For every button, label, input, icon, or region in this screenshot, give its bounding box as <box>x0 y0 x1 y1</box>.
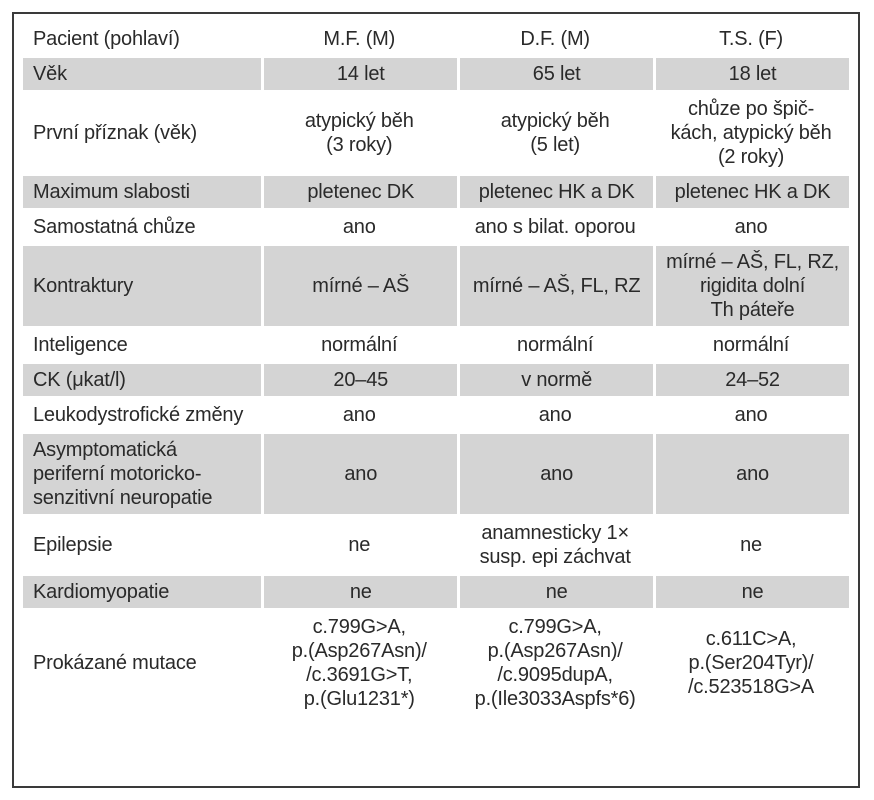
row-value: ano <box>653 434 849 514</box>
row-value: ne <box>348 534 371 556</box>
row-value: ne <box>740 534 762 556</box>
table-row <box>23 58 849 90</box>
row-value: normální <box>321 334 398 356</box>
header-patient-3: T.S. (F) <box>719 28 784 50</box>
row-value: normální <box>712 334 790 356</box>
header-patient-1: M.F. (M) <box>323 28 396 50</box>
row-value: mírné – AŠ, FL, RZ <box>457 246 653 326</box>
row-value: ano <box>734 404 768 426</box>
patient-table <box>23 20 849 718</box>
row-value: c.799G>A, p.(Asp267Asn)/ /c.9095dupA, p.(Ile3033Aspfs*6) <box>474 616 636 710</box>
row-value: ne <box>457 576 653 608</box>
row-label: Kontraktury <box>23 246 261 326</box>
row-value: 65 let <box>457 58 653 90</box>
patient-table-frame <box>12 12 860 788</box>
row-value: pletenec HK a DK <box>457 176 653 208</box>
row-label: Samostatná chůze <box>33 216 196 238</box>
header-label: Pacient (pohlaví) <box>33 28 180 50</box>
table-row <box>23 211 849 243</box>
table-row <box>23 329 849 361</box>
row-label: Leukodystrofické změny <box>33 404 244 426</box>
header-patient-2: D.F. (M) <box>520 28 590 50</box>
row-value: ano <box>261 434 457 514</box>
header-row <box>23 23 849 55</box>
row-label: Epilepsie <box>33 534 113 556</box>
row-value: v normě <box>457 364 653 396</box>
row-value: atypický běh (5 let) <box>500 110 610 156</box>
table-row <box>23 176 849 208</box>
row-value: 24–52 <box>653 364 849 396</box>
row-label: První příznak (věk) <box>33 122 198 144</box>
row-value: normální <box>517 334 594 356</box>
row-value: 14 let <box>261 58 457 90</box>
row-value: c.611C>A, p.(Ser204Tyr)/ /c.523518G>A <box>688 628 815 698</box>
table-row <box>23 611 849 715</box>
table-row <box>23 517 849 573</box>
row-value: ano <box>734 216 768 238</box>
row-label: Kardiomyopatie <box>23 576 261 608</box>
row-value: ne <box>653 576 849 608</box>
row-value: ano s bilat. oporou <box>474 216 636 238</box>
row-value: chůze po špič- kách, atypický běh (2 roky) <box>670 98 832 168</box>
row-value: anamnesticky 1× susp. epi záchvat <box>479 522 631 568</box>
row-label: Inteligence <box>33 334 128 356</box>
row-value: 18 let <box>653 58 849 90</box>
table-row <box>23 364 849 396</box>
row-label: Maximum slabosti <box>23 176 261 208</box>
row-value: mírné – AŠ, FL, RZ, rigidita dolní Th páteře <box>653 246 849 326</box>
row-value: ano <box>342 404 376 426</box>
table-row <box>23 434 849 514</box>
row-value: atypický běh (3 roky) <box>304 110 414 156</box>
row-value: ano <box>342 216 376 238</box>
table-row <box>23 246 849 326</box>
row-value: c.799G>A, p.(Asp267Asn)/ /c.3691G>T, p.(Glu1231*) <box>291 616 427 710</box>
table-row <box>23 93 849 173</box>
row-label: CK (μkat/l) <box>23 364 261 396</box>
table-row <box>23 399 849 431</box>
row-value: mírné – AŠ <box>261 246 457 326</box>
row-label: Věk <box>23 58 261 90</box>
row-value: pletenec DK <box>261 176 457 208</box>
row-value: pletenec HK a DK <box>653 176 849 208</box>
table-row <box>23 576 849 608</box>
row-value: ne <box>261 576 457 608</box>
row-label: Prokázané mutace <box>33 652 197 674</box>
row-label: Asymptomatická periferní motoricko- senzitivní neuropatie <box>23 434 261 514</box>
row-value: ano <box>457 434 653 514</box>
row-value: 20–45 <box>261 364 457 396</box>
row-value: ano <box>538 404 572 426</box>
